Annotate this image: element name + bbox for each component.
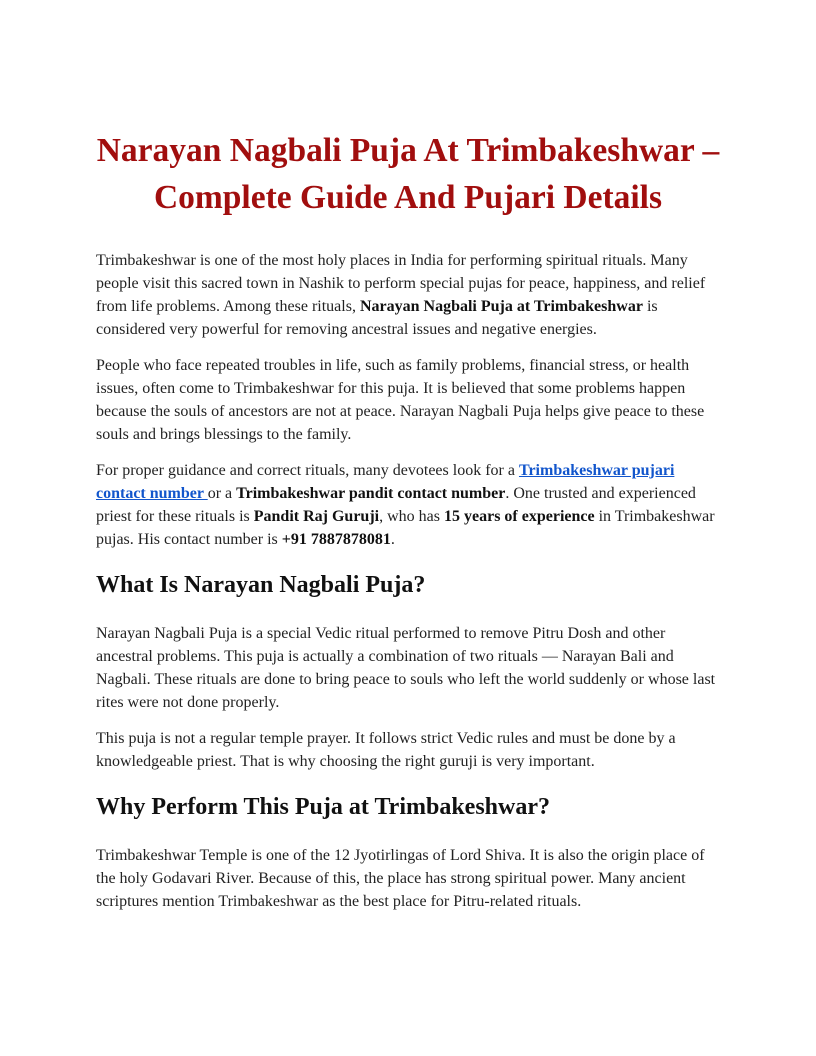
intro-paragraph-2: People who face repeated troubles in life, such as family problems, financial stress, or health issues, often come to Trimbakeshwar for this puja. It is believed that some problems happen because the souls of ancestors are not at peace. Narayan Nagbali Puja helps give peace to these souls and brings blessings to the family. — [96, 357, 705, 443]
intro-paragraph-1 — [96, 249, 720, 341]
intro-p3-text-6: . — [390, 531, 395, 548]
pujari-contact-link[interactable]: Trimbakeshwar pujari contact number — [96, 462, 675, 502]
section1-paragraph-2: This puja is not a regular temple prayer. It follows strict Vedic rules and must be done by a knowledgeable priest. That is why choosing the right guruji is very important. — [96, 730, 676, 770]
intro-p3-text-2: or a — [207, 485, 237, 502]
intro-p1-bold-puja-name: Narayan Nagbali Puja at Trimbakeshwar — [359, 298, 643, 315]
section2-paragraph-1: Trimbakeshwar Temple is one of the 12 Jyotirlingas of Lord Shiva. It is also the origin place of the holy Godavari River. Because of this, the place has strong spiritual power. Many ancient scriptures mention Trimbakeshwar as the best place for Pitru-related rituals. — [96, 847, 705, 910]
intro-p3-text-3: . One trusted and experienced priest for these rituals is — [96, 485, 696, 525]
intro-p1-text-2: is considered very powerful for removing ancestral issues and negative energies. — [96, 298, 658, 338]
section1-paragraph-1: Narayan Nagbali Puja is a special Vedic ritual performed to remove Pitru Dosh and other ancestral problems. This puja is actually a combination of two rituals — Narayan Bali and Nagbali. These rituals are done to bring peace to souls who left the world suddenly or whose last rites were not done properly. — [96, 625, 716, 711]
intro-paragraph-3 — [96, 459, 720, 551]
section-heading-what-is-puja: What Is Narayan Nagbali Puja? — [96, 572, 426, 598]
intro-p3-bold-pandit-contact: Trimbakeshwar pandit contact number — [236, 485, 506, 502]
intro-p3-bold-priest-name: Pandit Raj Guruji — [253, 508, 380, 525]
document-title: Narayan Nagbali Puja At Trimbakeshwar – Complete Guide And Pujari Details — [96, 132, 720, 216]
intro-p3-text-4: , who has — [379, 508, 444, 525]
section-heading-why-trimbakeshwar: Why Perform This Puja at Trimbakeshwar? — [96, 794, 550, 820]
intro-p3-bold-experience: 15 years of experience — [443, 508, 595, 525]
intro-p3-text-5: in Trimbakeshwar pujas. His contact number is — [96, 508, 715, 548]
intro-p3-text-1: For proper guidance and correct rituals, many devotees look for a — [96, 462, 519, 479]
intro-p3-bold-phone-number: +91 7887878081 — [281, 531, 391, 548]
intro-p1-text-1: Trimbakeshwar is one of the most holy places in India for performing spiritual rituals. Many people visit this sacred town in Nashik to perform special pujas for peace, happiness, and relief from life problems. Among these rituals, — [96, 252, 706, 315]
